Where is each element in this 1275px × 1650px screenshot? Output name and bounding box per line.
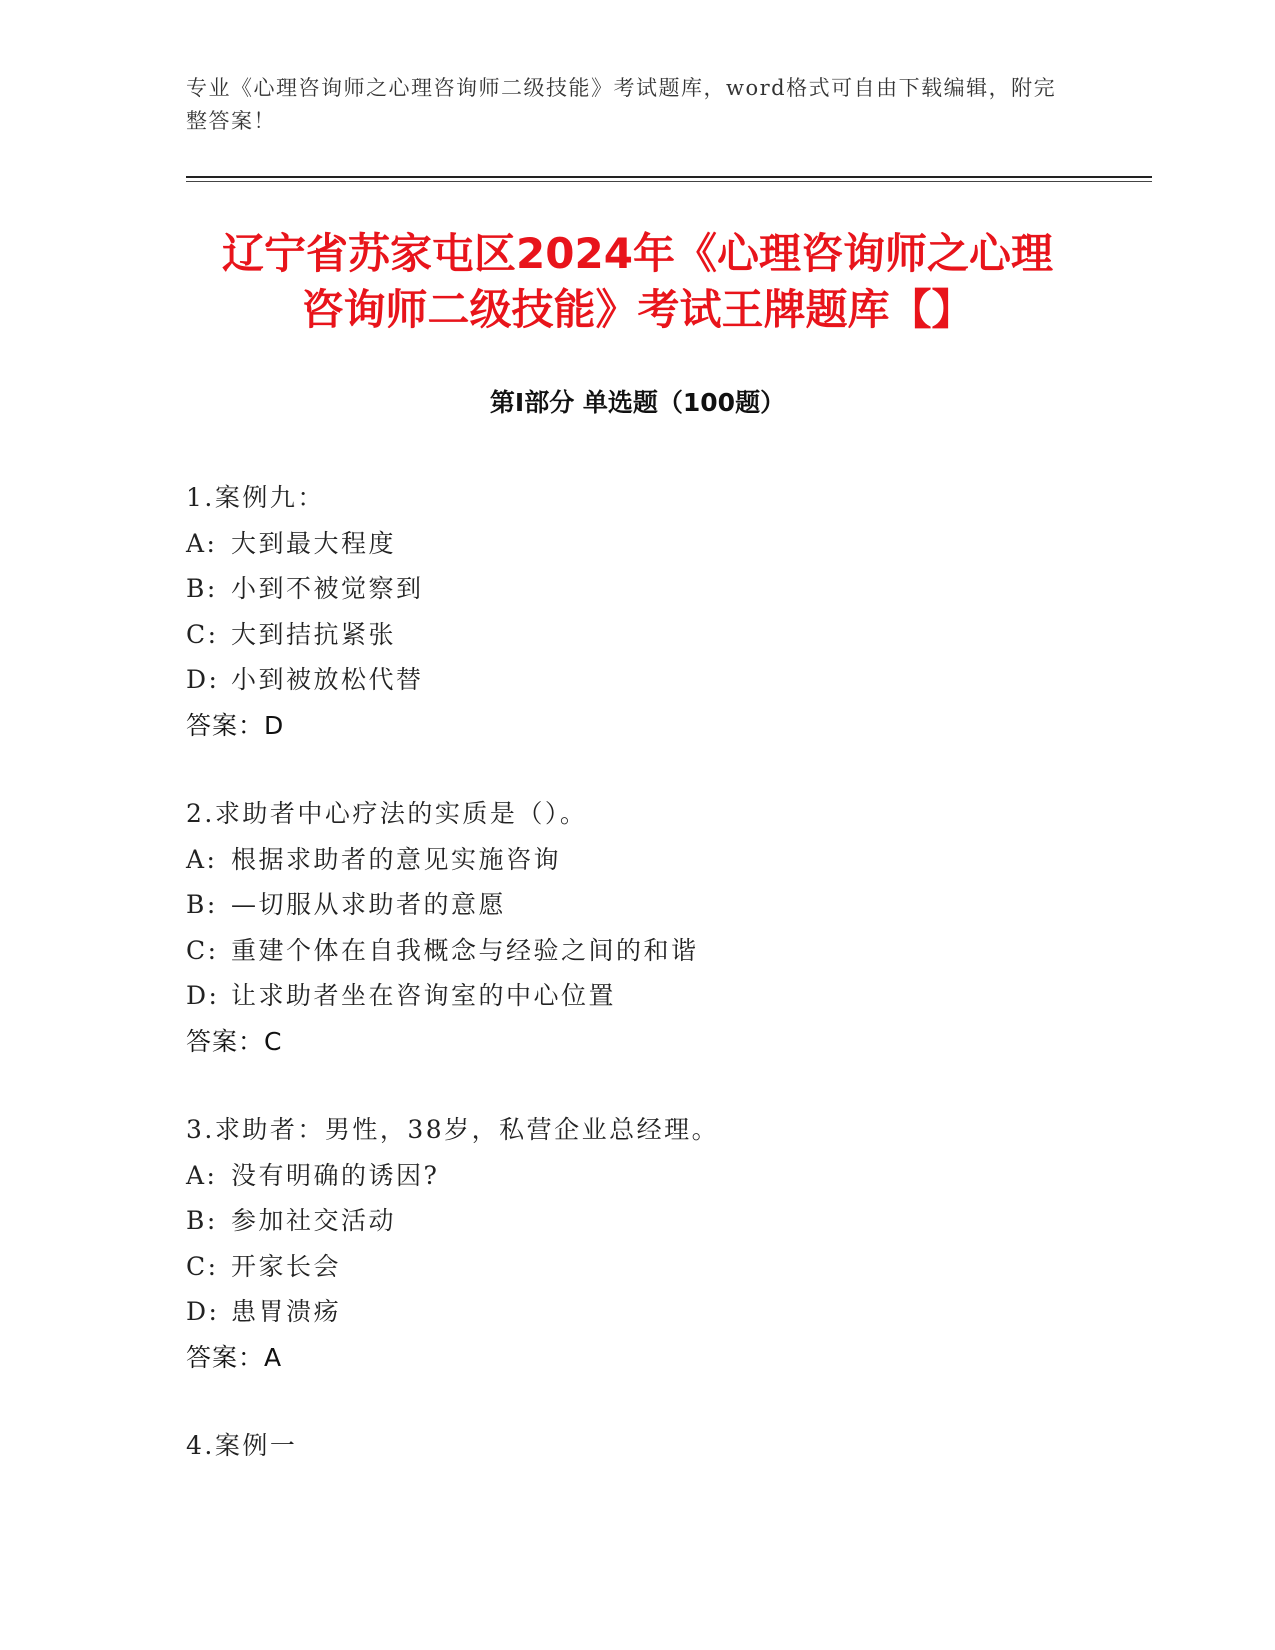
option-d bbox=[186, 1289, 1146, 1335]
question-2 bbox=[186, 791, 1146, 1064]
option-b bbox=[186, 882, 1146, 928]
option-text: 开家长会 bbox=[231, 1251, 342, 1281]
option-text: 让求助者坐在咨询室的中心位置 bbox=[231, 981, 617, 1010]
option-b bbox=[186, 1198, 1146, 1244]
option-text: 重建个体在自我概念与经验之间的和谐 bbox=[231, 935, 699, 965]
option-d bbox=[186, 973, 1146, 1019]
option-letter: D: bbox=[186, 1297, 220, 1326]
option-letter: C: bbox=[186, 619, 219, 649]
option-a bbox=[186, 837, 1146, 883]
answer-line: 答案：D bbox=[186, 710, 285, 740]
option-c bbox=[186, 612, 1146, 658]
option-text: 没有明确的诱因? bbox=[231, 1160, 440, 1190]
option-letter: D: bbox=[186, 665, 220, 694]
option-letter: A: bbox=[186, 528, 218, 558]
option-a bbox=[186, 1153, 1146, 1199]
option-text: —切服从求助者的意愿 bbox=[231, 890, 507, 919]
option-letter: B: bbox=[186, 1206, 218, 1235]
question-3 bbox=[186, 1107, 1146, 1380]
answer-line: 答案：A bbox=[186, 1342, 283, 1372]
question-list bbox=[186, 475, 1146, 1512]
option-text: 小到被放松代替 bbox=[231, 665, 424, 694]
option-text: 小到不被觉察到 bbox=[231, 574, 424, 603]
answer-line: 答案：C bbox=[186, 1026, 283, 1056]
option-letter: C: bbox=[186, 935, 219, 965]
option-text: 患胃溃疡 bbox=[231, 1297, 342, 1326]
question-1 bbox=[186, 475, 1146, 748]
option-letter: C: bbox=[186, 1251, 219, 1281]
question-stem: 4.案例一 bbox=[186, 1431, 298, 1460]
option-b bbox=[186, 566, 1146, 612]
question-stem: 3.求助者：男性，38岁，私营企业总经理。 bbox=[186, 1115, 720, 1144]
question-stem: 1.案例九： bbox=[186, 483, 325, 512]
question-4 bbox=[186, 1423, 1146, 1469]
option-c bbox=[186, 928, 1146, 974]
option-letter: A: bbox=[186, 844, 218, 874]
option-letter: B: bbox=[186, 890, 218, 919]
document-title bbox=[150, 226, 1125, 338]
document-title-line-2: 咨询师二级技能》考试王牌题库【】 bbox=[301, 285, 974, 334]
option-text: 参加社交活动 bbox=[231, 1206, 397, 1235]
option-letter: A: bbox=[186, 1160, 218, 1190]
header-divider-thick bbox=[186, 176, 1152, 178]
option-text: 大到拮抗紧张 bbox=[231, 619, 397, 649]
header-divider-thin bbox=[186, 181, 1152, 182]
question-stem: 2.求助者中心疗法的实质是（）。 bbox=[186, 799, 588, 828]
option-text: 大到最大程度 bbox=[231, 528, 397, 558]
option-d bbox=[186, 657, 1146, 703]
option-letter: D: bbox=[186, 981, 220, 1010]
document-title-line-1: 辽宁省苏家屯区2024年《心理咨询师之心理 bbox=[222, 229, 1053, 278]
option-c bbox=[186, 1244, 1146, 1290]
option-a bbox=[186, 521, 1146, 567]
option-letter: B: bbox=[186, 574, 218, 603]
header-note: 专业《心理咨询师之心理咨询师二级技能》考试题库，word格式可自由下载编辑，附完整答案！ bbox=[186, 76, 1057, 133]
option-text: 根据求助者的意见实施咨询 bbox=[231, 844, 562, 874]
section-heading: 第I部分 单选题（100题） bbox=[489, 388, 786, 417]
